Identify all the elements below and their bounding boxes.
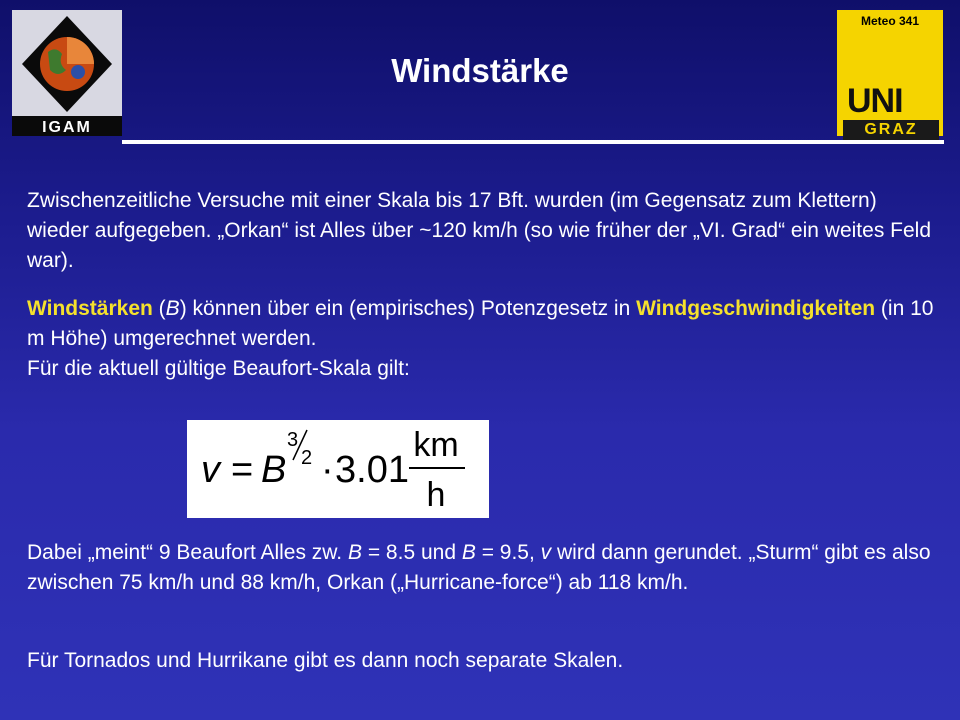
p3-text-d: = 9.5, bbox=[475, 541, 541, 564]
p3-text-a: Dabei „meint“ 9 Beaufort Alles zw. bbox=[27, 541, 348, 564]
page-title: Windstärke bbox=[391, 52, 569, 89]
formula-unit-den: h bbox=[426, 476, 446, 514]
p3-var-b2: B bbox=[461, 541, 476, 564]
p3-text-e: wird dann gerundet. „Sturm“ gibt es also zwischen 75 km/h und 88 km/h, Orkan („Hurricane-force“) ab 118 km/h. bbox=[27, 541, 931, 594]
formula-v: v bbox=[201, 449, 220, 491]
p2-line-3: Für die aktuell gültige Beaufort-Skala gilt: bbox=[27, 357, 410, 380]
p2-text-1: ( bbox=[152, 297, 166, 320]
paragraph-1: Zwischenzeitliche Versuche mit einer Skala bis 17 Bft. wurden (im Gegensatz zum Klettern) wieder aufgegeben. „Orkan“ ist Alles über ~120 km/h (so wie früher der „VI. Grad“ ein weites Feld war). bbox=[27, 189, 932, 272]
p3-text-c: = 8.5 und bbox=[362, 541, 462, 564]
graz-logo-text: GRAZ bbox=[864, 121, 918, 138]
formula-exp-den: 2 bbox=[301, 447, 313, 469]
paragraph-4: Für Tornados und Hurrikane gibt es dann noch separate Skalen. bbox=[27, 649, 624, 672]
p3-var-v: v bbox=[540, 541, 552, 564]
formula-dot: · bbox=[321, 449, 334, 491]
paragraph-3 bbox=[27, 538, 942, 598]
formula-b: B bbox=[261, 449, 287, 491]
formula-equals: = bbox=[231, 449, 254, 491]
p2-text-3: (in 10 m Höhe) umgerechnet werden. bbox=[27, 297, 934, 350]
uni-logo-text: UNI bbox=[847, 82, 903, 120]
formula-unit-num: km bbox=[413, 426, 459, 464]
page-label: Meteo 341 bbox=[860, 14, 920, 28]
title-divider bbox=[122, 140, 944, 144]
term-windstaerken: Windstärken bbox=[27, 297, 153, 320]
term-windgeschwindigkeiten: Windgeschwindigkeiten bbox=[636, 297, 876, 320]
p2-var-b: B bbox=[165, 297, 180, 320]
igam-logo-text: IGAM bbox=[42, 119, 92, 136]
beaufort-formula bbox=[187, 420, 489, 518]
paragraph-2 bbox=[27, 294, 942, 384]
p3-var-b1: B bbox=[347, 541, 362, 564]
formula-coef: 3.01 bbox=[335, 449, 409, 491]
formula-graphic bbox=[187, 420, 489, 518]
formula-exp-num: 3 bbox=[287, 429, 299, 451]
graz-bar bbox=[843, 120, 939, 140]
p2-text-2: ) können über ein (empirisches) Potenzgesetz in bbox=[179, 297, 637, 320]
